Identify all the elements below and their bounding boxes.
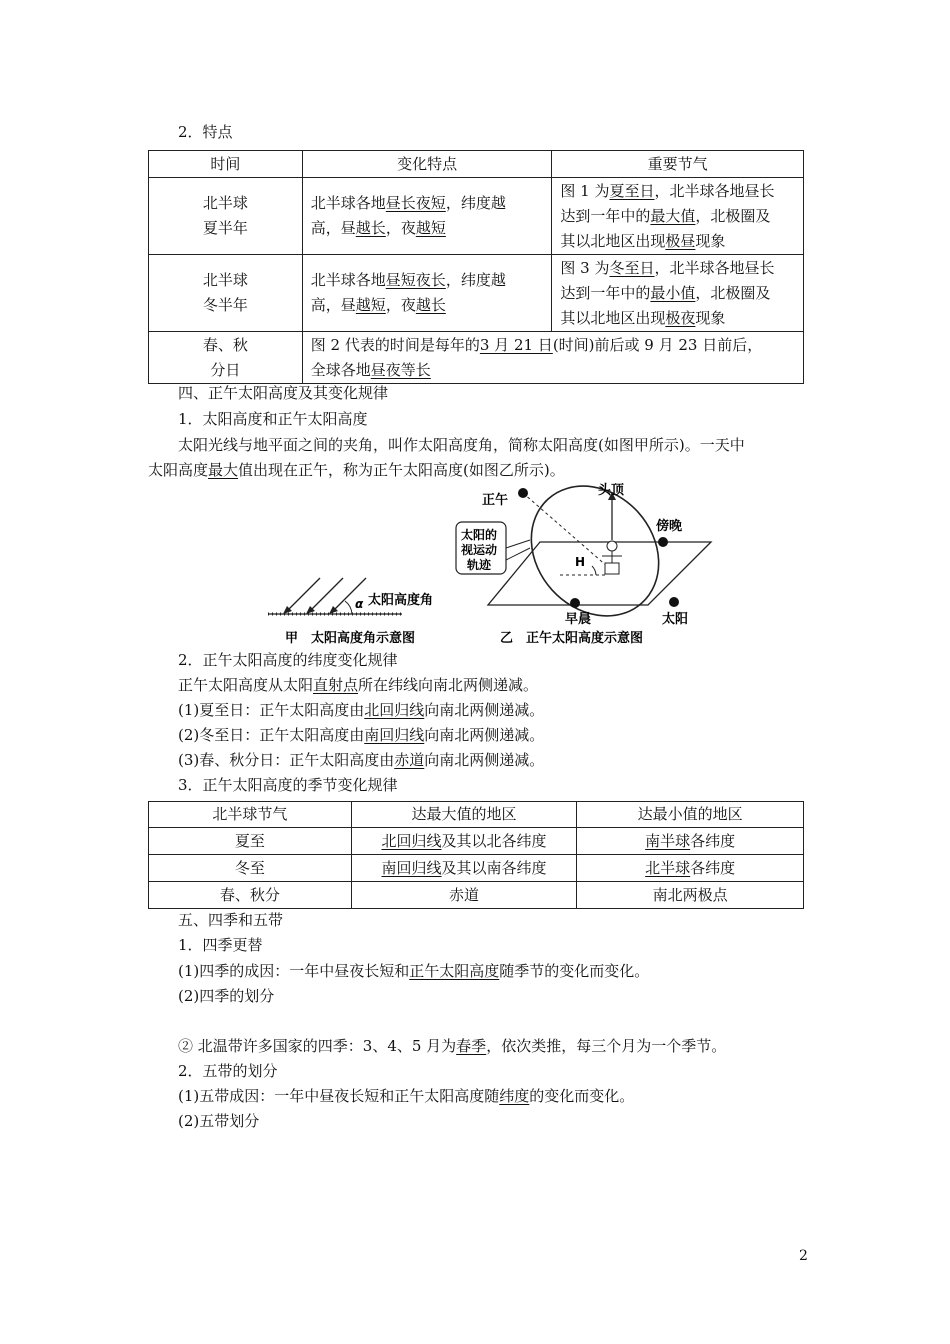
section-heading: 2．特点 — [178, 123, 233, 141]
table-cell: 南半球各纬度 — [577, 828, 804, 855]
table-header: 变化特点 — [302, 151, 552, 178]
dusk-dot — [658, 537, 668, 547]
table-row — [149, 332, 804, 384]
path-label-line: 视运动 — [461, 543, 498, 557]
page-number: 2 — [799, 1248, 808, 1264]
table-cell: 春、秋 分日 — [149, 332, 303, 384]
subsection-heading: 2．正午太阳高度的纬度变化规律 — [178, 651, 398, 669]
path-label-line: 轨迹 — [467, 558, 492, 572]
section-heading: 五、四季和五带 — [178, 911, 284, 929]
subsection-heading: 2．五带的划分 — [178, 1062, 278, 1080]
table-cell: 图 3 为冬至日，北半球各地昼长 达到一年中的最小值，北极圈及 其以北地区出现极夜现象 — [552, 255, 804, 332]
seasonal-altitude-table — [148, 801, 804, 909]
table-cell: 北半球 夏半年 — [149, 178, 303, 255]
sun-path-ellipse — [505, 478, 685, 642]
table-cell: 夏至 — [149, 828, 352, 855]
table-header: 北半球节气 — [149, 802, 352, 828]
sun-legend-dot — [669, 597, 679, 607]
path-label-pointer — [506, 540, 530, 548]
sun-legend-label: 太阳 — [662, 612, 689, 627]
solar-altitude-diagram — [260, 478, 730, 648]
caption-a: 甲 太阳高度角示意图 — [285, 631, 416, 646]
table-cell: 图 1 为夏至日，北半球各地昼长 达到一年中的最大值，北极圈及 其以北地区出现极昼现象 — [552, 178, 804, 255]
table-header: 重要节气 — [552, 151, 804, 178]
dusk-label: 傍晚 — [656, 519, 683, 534]
table-row — [149, 882, 804, 909]
table-cell: 北半球各地昼长夜短，纬度越 高，昼越长，夜越短 — [302, 178, 552, 255]
h-angle-arc — [592, 566, 596, 575]
paragraph-line: 太阳高度最大值出现在正午，称为正午太阳高度(如图乙所示)。 — [148, 461, 565, 479]
sun-rays — [286, 578, 366, 612]
table-row — [149, 178, 804, 255]
subsection-heading: 3．正午太阳高度的季节变化规律 — [178, 776, 398, 794]
paragraph-line: (3)春、秋分日：正午太阳高度由赤道向南北两侧递减。 — [178, 751, 545, 769]
table-header: 达最小值的地区 — [577, 802, 804, 828]
table-cell: 冬至 — [149, 855, 352, 882]
table-cell: 南回归线及其以南各纬度 — [351, 855, 577, 882]
angle-arc — [345, 601, 352, 614]
path-label-line: 太阳的 — [461, 528, 498, 542]
paragraph-line: (1)四季的成因：一年中昼夜长短和正午太阳高度随季节的变化而变化。 — [178, 962, 650, 980]
section-heading: 四、正午太阳高度及其变化规律 — [178, 384, 389, 402]
paragraph-line: (1)夏至日：正午太阳高度由北回归线向南北两侧递减。 — [178, 701, 545, 719]
paragraph-line: (2)冬至日：正午太阳高度由南回归线向南北两侧递减。 — [178, 726, 545, 744]
table-header: 达最大值的地区 — [351, 802, 577, 828]
noon-sun-dot — [518, 488, 528, 498]
alpha-label: α — [355, 597, 364, 611]
daylight-features-table — [148, 150, 804, 384]
table-cell: 北半球 冬半年 — [149, 255, 303, 332]
subsection-heading: 1．太阳高度和正午太阳高度 — [178, 410, 368, 428]
paragraph-line: (2)五带划分 — [178, 1112, 260, 1130]
caption-b: 乙 正午太阳高度示意图 — [500, 631, 644, 646]
subsection-heading: 1．四季更替 — [178, 936, 263, 954]
paragraph-line: (2)四季的划分 — [178, 987, 275, 1005]
paragraph-line: (1)五带成因：一年中昼夜长短和正午太阳高度随纬度的变化而变化。 — [178, 1087, 635, 1105]
table-cell: 北回归线及其以北各纬度 — [351, 828, 577, 855]
table-header-row — [149, 802, 804, 828]
sun-ray-dashed — [523, 493, 608, 567]
table-header: 时间 — [149, 151, 303, 178]
paragraph-line: ② 北温带许多国家的四季：3、4、5 月为春季，依次类推，每三个月为一个季节。 — [178, 1037, 727, 1055]
dawn-dot — [570, 598, 580, 608]
table-cell: 北半球各地昼短夜长，纬度越 高，昼越短，夜越长 — [302, 255, 552, 332]
paragraph-line: 太阳光线与地平面之间的夹角，叫作太阳高度角，简称太阳高度(如图甲所示)。一天中 — [178, 436, 745, 454]
noon-label: 正午 — [482, 493, 509, 508]
table-cell: 南北两极点 — [577, 882, 804, 909]
horizon-plane — [488, 542, 711, 605]
table-cell: 图 2 代表的时间是每年的3 月 21 日(时间)前后或 9 月 23 日前后， 全球各地昼夜等长 — [302, 332, 803, 384]
table-row — [149, 828, 804, 855]
observer-figure — [602, 541, 622, 574]
angle-label: 太阳高度角 — [368, 593, 434, 608]
table-cell: 赤道 — [351, 882, 577, 909]
paragraph-line: 正午太阳高度从太阳直射点所在纬线向南北两侧递减。 — [178, 676, 539, 694]
table-row — [149, 255, 804, 332]
table-header-row — [149, 151, 804, 178]
table-row — [149, 855, 804, 882]
h-label: H — [575, 555, 586, 569]
zenith-label: 头顶 — [598, 483, 625, 498]
table-cell: 春、秋分 — [149, 882, 352, 909]
table-cell: 北半球各纬度 — [577, 855, 804, 882]
dawn-label: 早晨 — [565, 612, 592, 627]
